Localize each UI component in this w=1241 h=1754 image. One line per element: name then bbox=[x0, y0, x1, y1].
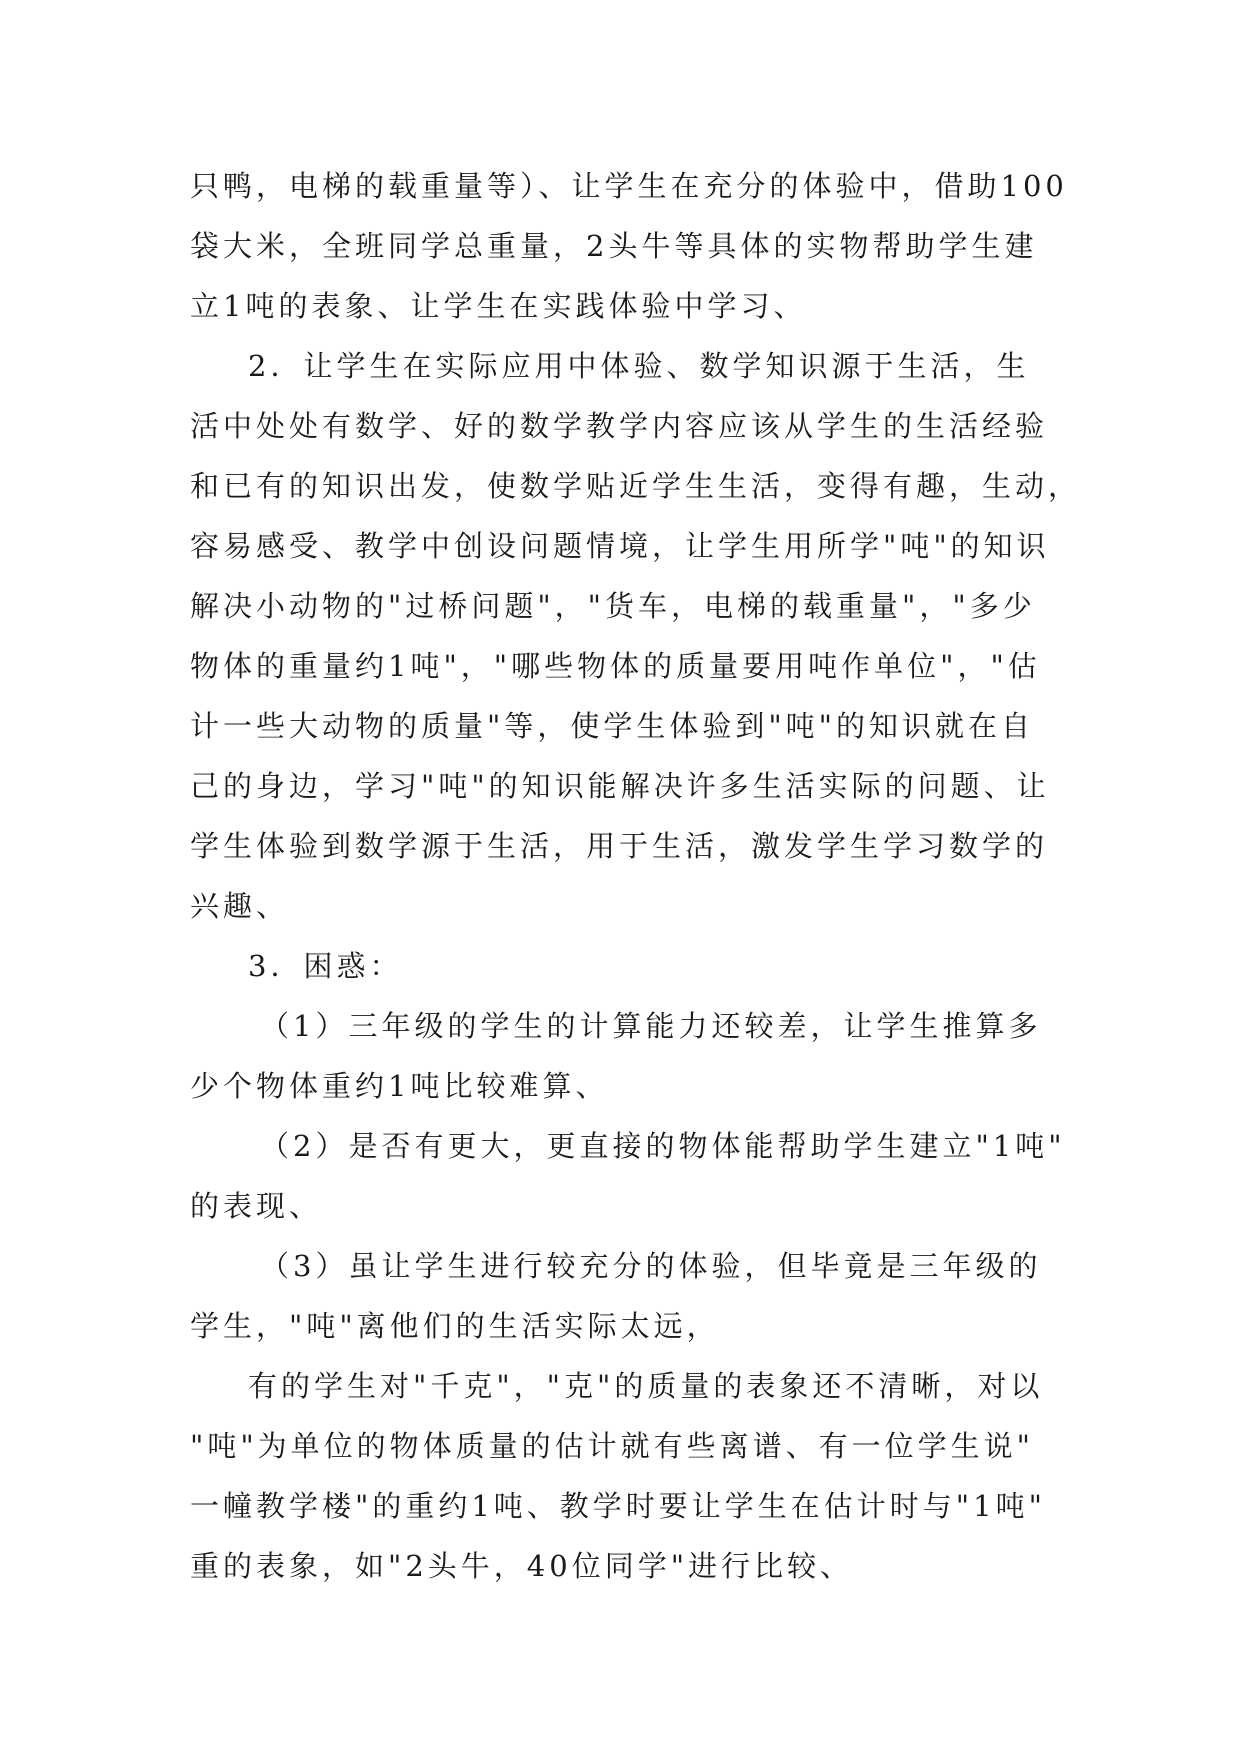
text-line: 和已有的知识出发，使数学贴近学生生活，变得有趣，生动， bbox=[190, 469, 1082, 503]
text-line: 一幢教学楼"的重约1吨、教学时要让学生在估计时与"1吨" bbox=[190, 1489, 1046, 1523]
text-line: 己的身边，学习"吨"的知识能解决许多生活实际的问题、让 bbox=[190, 769, 1050, 803]
text-line: 学生体验到数学源于生活，用于生活，激发学生学习数学的 bbox=[190, 829, 1049, 863]
body-text bbox=[190, 156, 1082, 1596]
text-line: 少个物体重约1吨比较难算、 bbox=[190, 1069, 609, 1103]
text-line: 学生，"吨"离他们的生活实际太远， bbox=[190, 1309, 720, 1343]
text-line: 解决小动物的"过桥问题"，"货车，电梯的载重量"，"多少 bbox=[190, 589, 1036, 623]
text-line: （1）三年级的学生的计算能力还较差，让学生推算多 bbox=[260, 1009, 1042, 1043]
text-line: 兴趣、 bbox=[190, 889, 290, 923]
text-line: 计一些大动物的质量"等，使学生体验到"吨"的知识就在自 bbox=[190, 709, 1035, 743]
text-line: 的表现、 bbox=[190, 1189, 323, 1223]
text-line: 容易感受、教学中创设问题情境，让学生用所学"吨"的知识 bbox=[190, 529, 1050, 563]
text-line: 有的学生对"千克"，"克"的质量的表象还不清晰，对以 bbox=[248, 1369, 1044, 1403]
text-line: 物体的重量约1吨"，"哪些物体的质量要用吨作单位"，"估 bbox=[190, 649, 1041, 683]
text-line: 只鸭，电梯的载重量等）、让学生在充分的体验中，借助100 bbox=[190, 169, 1068, 203]
text-line: 袋大米，全班同学总重量，2头牛等具体的实物帮助学生建 bbox=[190, 229, 1038, 263]
text-line: 3．困惑： bbox=[248, 949, 403, 983]
text-line: 2．让学生在实际应用中体验、数学知识源于生活，生 bbox=[248, 349, 1030, 383]
text-line: 立1吨的表象、让学生在实践体验中学习、 bbox=[190, 289, 807, 323]
text-line: 活中处处有数学、好的数学教学内容应该从学生的生活经验 bbox=[190, 409, 1049, 443]
text-line: "吨"为单位的物体质量的估计就有些离谱、有一位学生说" bbox=[190, 1429, 1035, 1463]
text-line: 重的表象，如"2头牛，40位同学"进行比较、 bbox=[190, 1549, 854, 1583]
text-line: （2）是否有更大，更直接的物体能帮助学生建立"1吨" bbox=[260, 1129, 1066, 1163]
text-line: （3）虽让学生进行较充分的体验，但毕竟是三年级的 bbox=[260, 1249, 1042, 1283]
